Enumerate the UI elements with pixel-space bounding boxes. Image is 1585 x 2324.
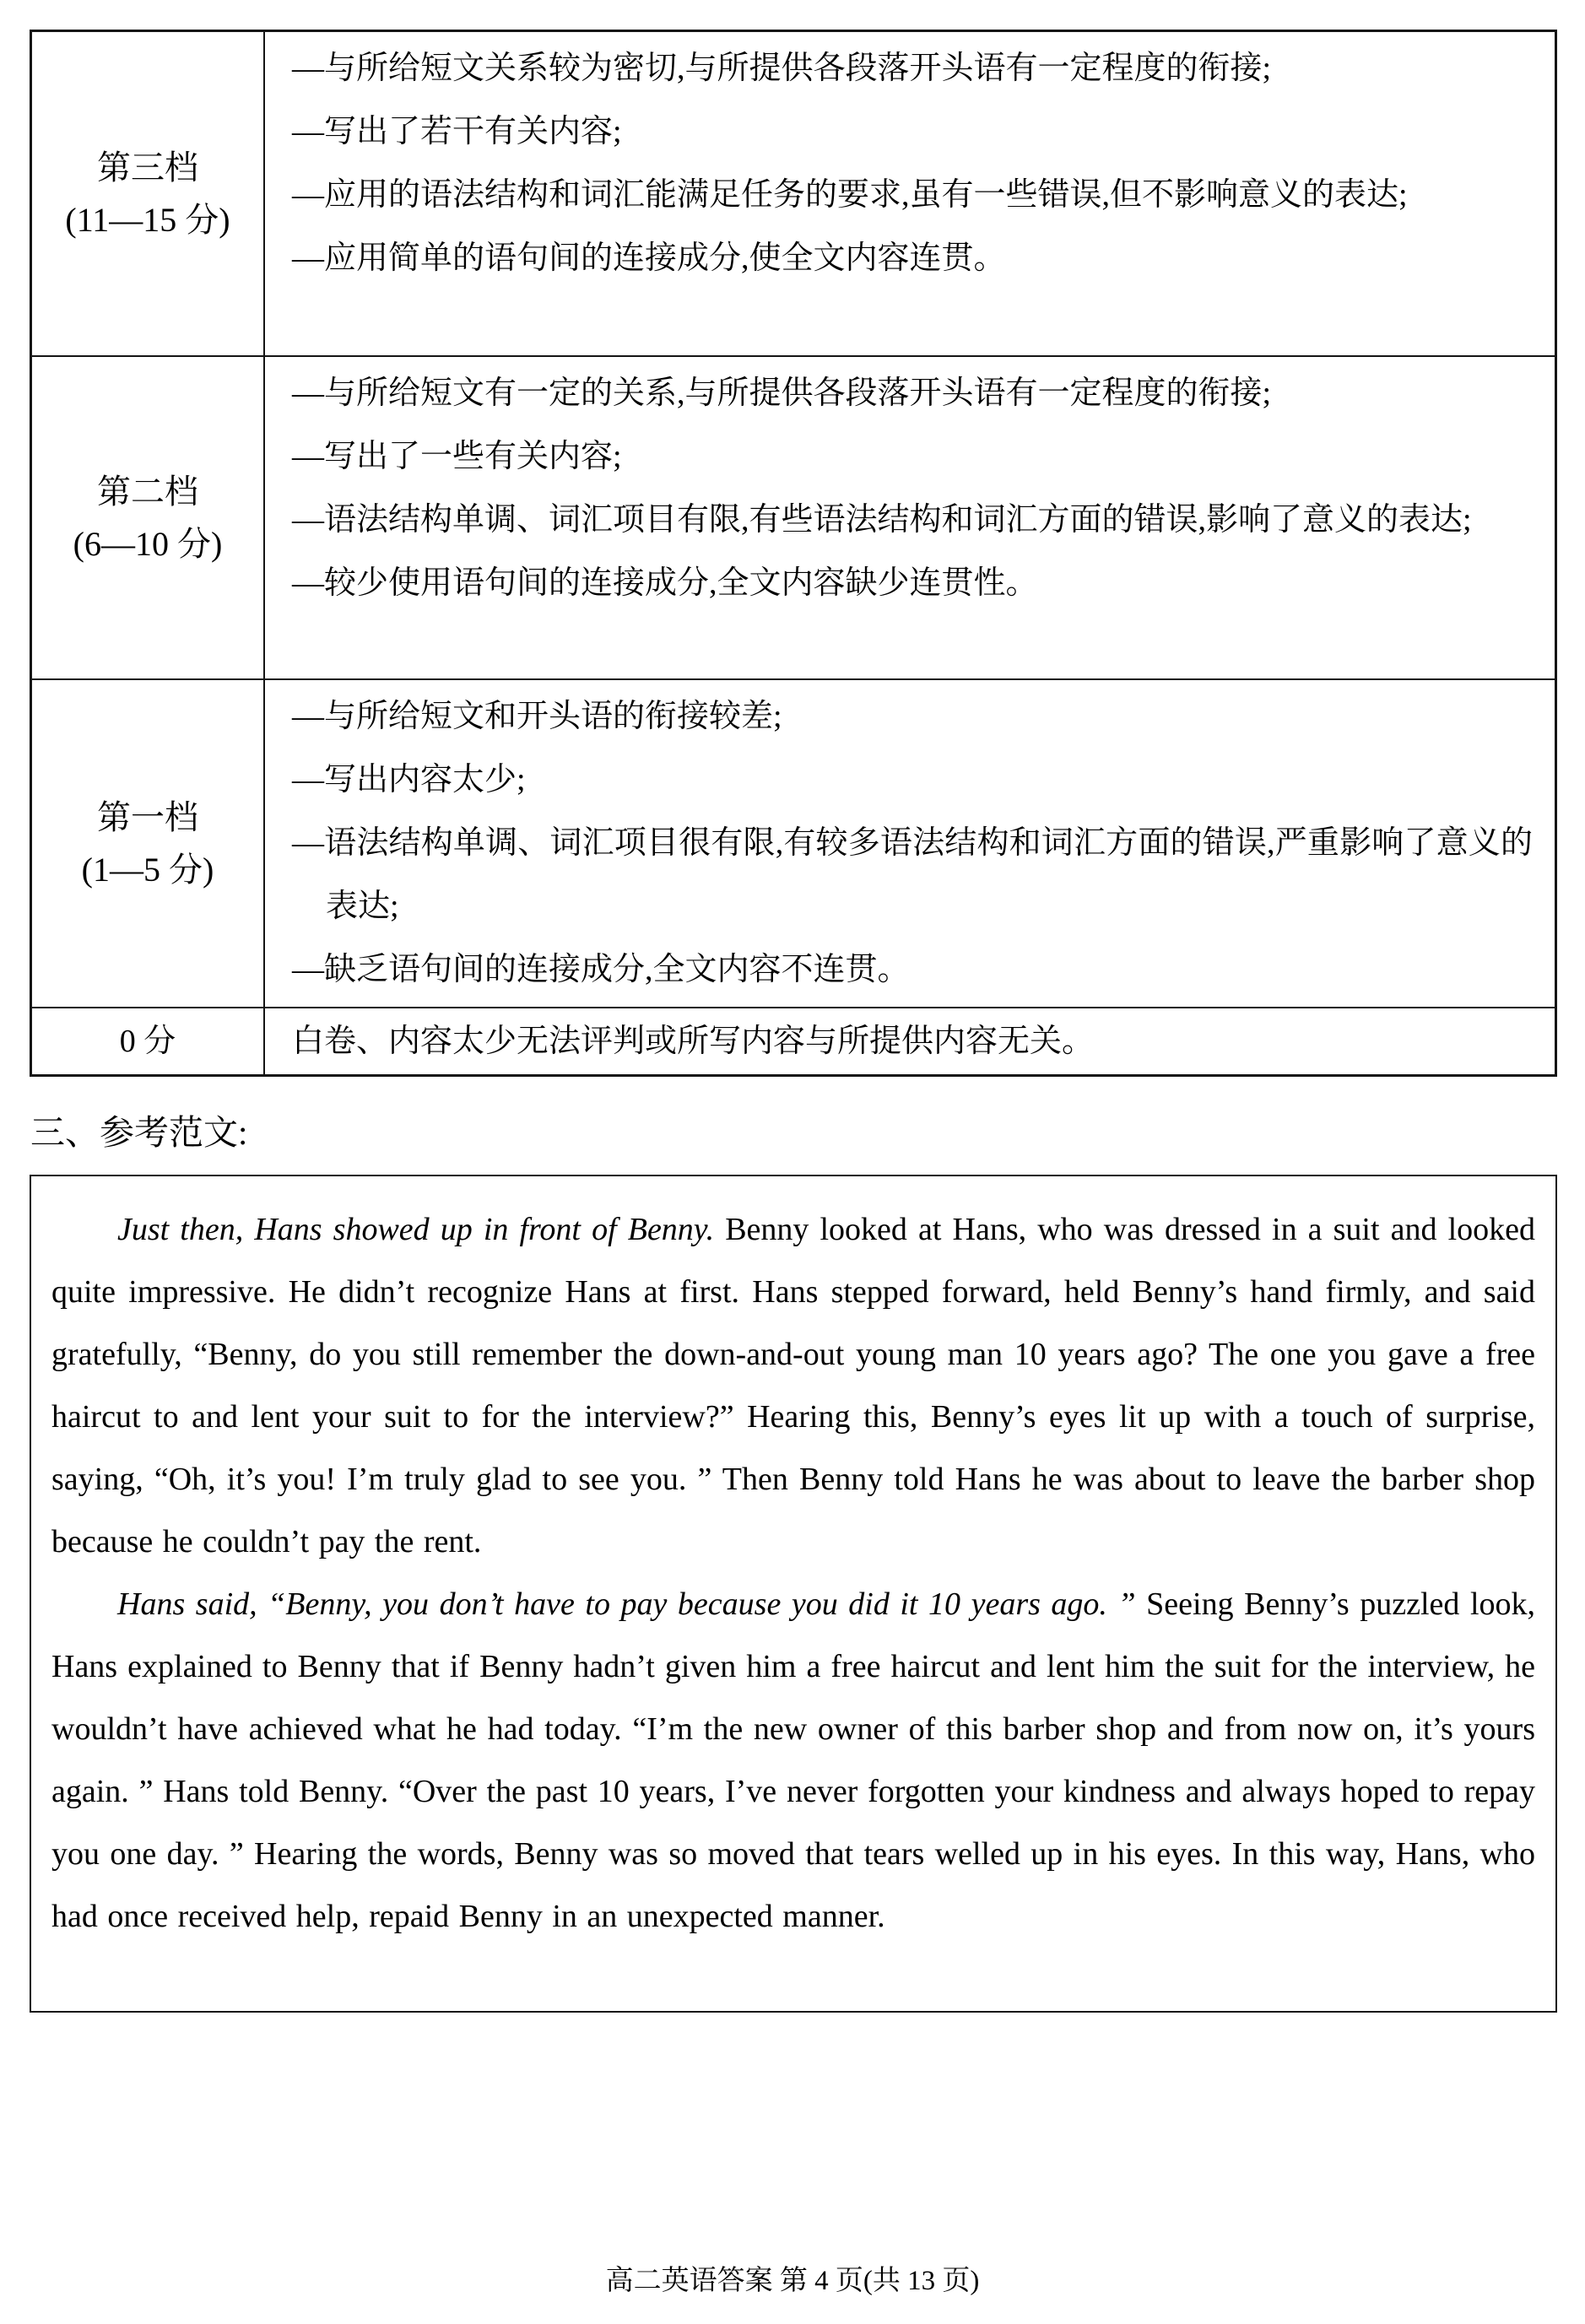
rubric-criterion: —应用简单的语句间的连接成分,使全文内容连贯。 (292, 241, 1006, 276)
rubric-level: 第一档 (97, 797, 198, 836)
rubric-criterion: —语法结构单调、词汇项目很有限,有较多语法结构和词汇方面的错误,严重影响了意义的表达; (292, 825, 1533, 924)
rubric-level: 第三档 (97, 148, 198, 186)
rubric-criteria-cell (265, 32, 1555, 355)
rubric-criteria-cell (265, 355, 1555, 678)
essay-segment: Benny looked at Hans, who was dressed in a suit and looked quite impressive. He didn’t recognize Hans at first. Hans stepped forward, held Benny’s hand firmly, and said gratefully, “Benny, do you still remember the down-and-out young man 10 years ago? The one you gave a free haircut to and lent your suit to for the interview?” Hearing this, Benny’s eyes lit up with a touch of surprise, saying, “Oh, it’s you! I’m truly glad to see you. ” Then Benny told Hans he was about to leave the barber shop because he couldn’t pay the rent. (51, 1212, 1536, 1559)
essay-paragraph (51, 1573, 1535, 1948)
rubric-criterion: —与所给短文有一定的关系,与所提供各段落开头语有一定程度的衔接; (292, 376, 1272, 411)
rubric-level: 第二档 (97, 472, 198, 511)
section-heading: 三、参考范文: (30, 1113, 248, 1152)
rubric-score-range: (1—5 分) (81, 850, 214, 889)
essay-segment: Seeing Benny’s puzzled look, Hans explained to Benny that if Benny hadn’t given him a free haircut and lent him the suit for the interview, he wouldn’t have achieved what he had today. “I’m the new owner of this barber shop and from now on, it’s yours again. ” Hans told Benny. “Over the past 10 years, I’ve never forgotten your kindness and always hoped to repay you one day. ” Hearing the words, Benny was so moved that tears welled up in his eyes. In this way, Hans, who had once received help, repaid Benny in an unexpected manner. (51, 1586, 1536, 1934)
page-footer: 高二英语答案 第 4 页(共 13 页) (605, 2266, 980, 2296)
rubric-criterion: —写出内容太少; (292, 762, 526, 797)
rubric-criteria-cell (265, 678, 1555, 1007)
rubric-level-cell (32, 32, 265, 355)
rubric-criterion: —与所给短文关系较为密切,与所提供各段落开头语有一定程度的衔接; (292, 51, 1272, 86)
essay-segment-italic: Just then, Hans showed up in front of Benny. (117, 1212, 726, 1247)
rubric-criterion: —应用的语法结构和词汇能满足任务的要求,虽有一些错误,但不影响意义的表达; (292, 177, 1408, 213)
essay-paragraph (51, 1198, 1535, 1573)
essay-segment-italic: Hans said, “Benny, you don’t have to pay because you did it 10 years ago. ” (117, 1586, 1147, 1622)
rubric-criterion: —与所给短文和开头语的衔接较差; (292, 699, 782, 734)
rubric-criterion: —语法结构单调、词汇项目有限,有些语法结构和词汇方面的错误,影响了意义的表达; (292, 502, 1472, 538)
rubric-criterion: —写出了若干有关内容; (292, 114, 622, 149)
rubric-level-cell (32, 355, 265, 678)
rubric-score-range: (11—15 分) (65, 200, 230, 239)
rubric-criterion: —缺乏语句间的连接成分,全文内容不连贯。 (292, 952, 910, 987)
rubric-level-cell (32, 1007, 265, 1074)
rubric-criterion: —写出了一些有关内容; (292, 439, 622, 474)
scoring-rubric-table (30, 30, 1557, 1077)
rubric-level: 0 分 (119, 1024, 176, 1059)
rubric-criterion: 白卷、内容太少无法评判或所写内容与所提供内容无关。 (292, 1024, 1095, 1059)
rubric-criterion: —较少使用语句间的连接成分,全文内容缺少连贯性。 (292, 565, 1038, 601)
sample-essay-box (30, 1175, 1557, 2013)
rubric-score-range: (6—10 分) (73, 524, 223, 563)
rubric-level-cell (32, 678, 265, 1007)
rubric-criteria-cell (265, 1007, 1555, 1074)
